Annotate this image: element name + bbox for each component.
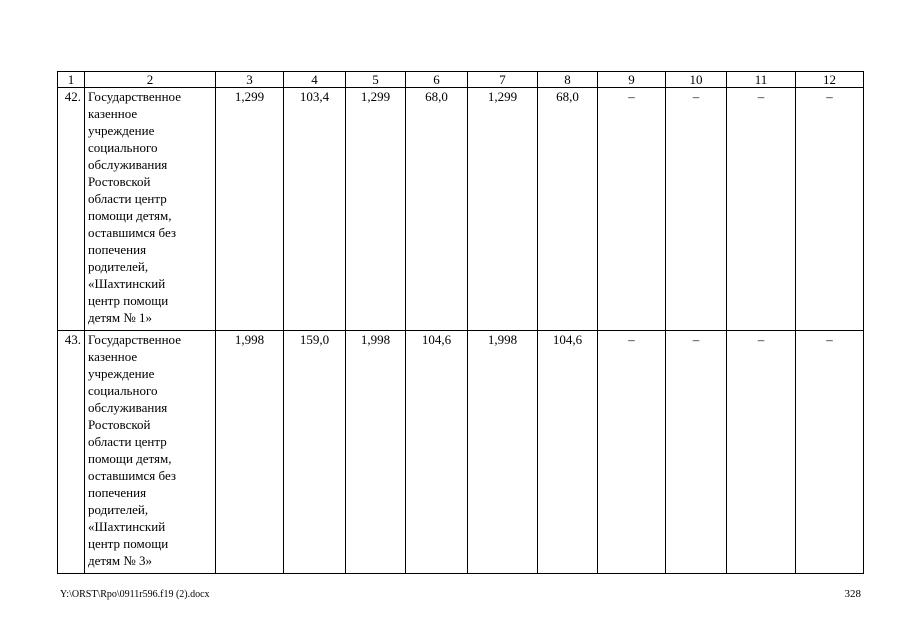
table-cell: 104,6 [538,331,598,574]
footer-file-path: Y:\ORST\Rpo\0911r596.f19 (2).docx [60,589,210,600]
column-header: 3 [216,72,284,88]
table-header-row [58,72,864,88]
table-cell: 68,0 [406,88,468,331]
table-cell: – [727,331,796,574]
table-cell: – [796,331,864,574]
table-cell: 159,0 [284,331,346,574]
column-header: 6 [406,72,468,88]
column-header: 12 [796,72,864,88]
column-header: 4 [284,72,346,88]
column-header: 7 [468,72,538,88]
table-cell: – [598,331,666,574]
table-cell: 1,998 [346,331,406,574]
institution-name: Государственное казенное учреждение социального обслуживания Ростовской области центр помощи детям, оставшимся без попечения родителей, «Шахтинский центр помощи детям № 3» [85,331,216,574]
table-row [58,331,864,574]
table-cell: 1,998 [216,331,284,574]
table-cell: – [598,88,666,331]
table-cell: – [796,88,864,331]
row-number: 42. [58,88,85,331]
column-header: 1 [58,72,85,88]
table-cell: 68,0 [538,88,598,331]
column-header: 10 [666,72,727,88]
table-cell: 104,6 [406,331,468,574]
column-header: 11 [727,72,796,88]
table-cell: 1,998 [468,331,538,574]
data-table [57,71,864,574]
column-header: 5 [346,72,406,88]
table-body [58,72,864,574]
table-cell: – [666,88,727,331]
table-row [58,88,864,331]
table-cell: 1,299 [346,88,406,331]
table-cell: 1,299 [216,88,284,331]
row-number: 43. [58,331,85,574]
column-header: 9 [598,72,666,88]
column-header: 2 [85,72,216,88]
table-cell: – [666,331,727,574]
table-cell: 103,4 [284,88,346,331]
page-number: 328 [844,588,861,600]
column-header: 8 [538,72,598,88]
table-cell: – [727,88,796,331]
institution-name: Государственное казенное учреждение социального обслуживания Ростовской области центр помощи детям, оставшимся без попечения родителей, «Шахтинский центр помощи детям № 1» [85,88,216,331]
table-cell: 1,299 [468,88,538,331]
